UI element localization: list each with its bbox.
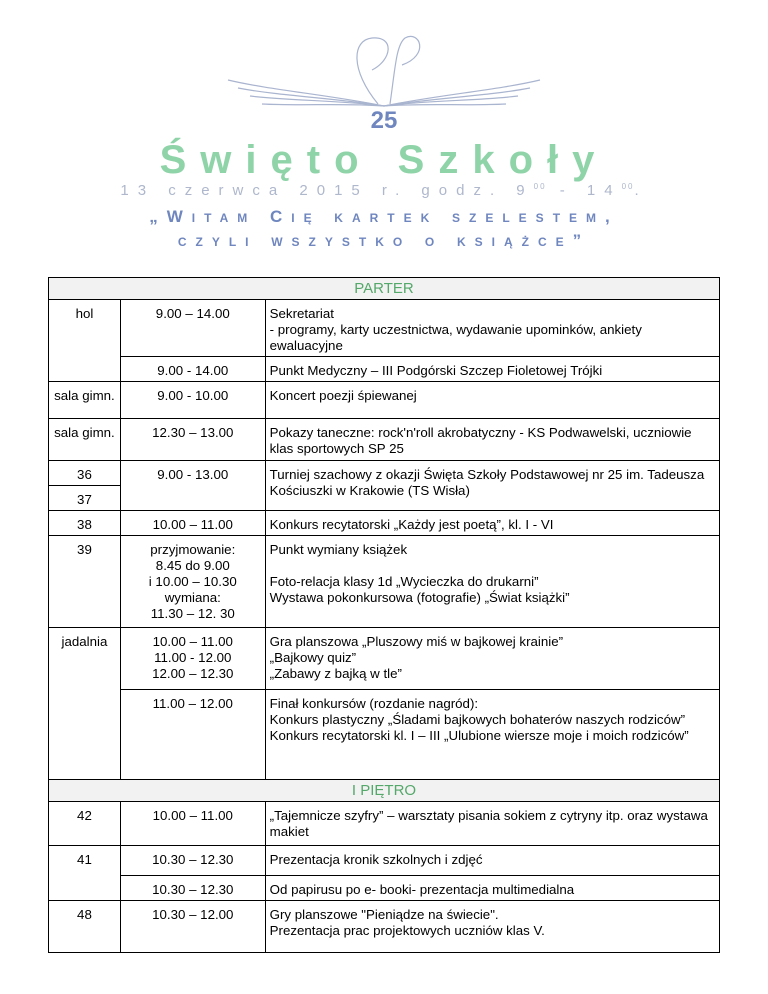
desc-line: „Zabawy z bajką w tle” bbox=[269, 666, 402, 681]
desc-line: Wystawa pokonkursowa (fotografie) „Świat książki” bbox=[269, 590, 570, 605]
date-sup1: 00 bbox=[533, 182, 547, 191]
date-mid: - 14 bbox=[546, 182, 622, 199]
room-cell: sala gimn. bbox=[49, 382, 121, 419]
time-line: przyjmowanie: bbox=[150, 542, 236, 557]
room-cell: 42 bbox=[49, 802, 121, 846]
time-cell: 10.30 – 12.30 bbox=[120, 876, 265, 901]
desc-line: Finał konkursów (rozdanie nagród): bbox=[269, 696, 479, 711]
table-row bbox=[49, 536, 720, 628]
room-cell: jadalnia bbox=[49, 628, 121, 780]
time-line: 11.30 – 12. 30 bbox=[150, 606, 235, 621]
time-line: 10.00 – 11.00 bbox=[152, 634, 233, 649]
logo-number-text: 25 bbox=[370, 107, 398, 134]
date-end: . bbox=[634, 182, 648, 199]
desc-line: - programy, karty uczestnictwa, wydawanie upominków, ankiety ewaluacyjne bbox=[269, 322, 642, 353]
room-cell: 48 bbox=[49, 901, 121, 953]
desc-cell: Od papirusu po e- booki- prezentacja multimedialna bbox=[265, 876, 719, 901]
table-row bbox=[49, 846, 720, 876]
desc-cell: Koncert poezji śpiewanej bbox=[265, 382, 719, 419]
desc-line bbox=[270, 558, 715, 574]
table-row bbox=[49, 382, 720, 419]
table-row bbox=[49, 690, 720, 780]
time-cell bbox=[120, 628, 265, 690]
logo-number bbox=[371, 107, 398, 134]
time-cell: 9.00 - 10.00 bbox=[120, 382, 265, 419]
time-cell: 9.00 – 14.00 bbox=[120, 300, 265, 357]
room-cell: 39 bbox=[49, 536, 121, 628]
time-cell: 10.00 – 11.00 bbox=[120, 802, 265, 846]
table-row bbox=[49, 628, 720, 690]
section-pietro: I PIĘTRO bbox=[49, 780, 720, 802]
event-date bbox=[0, 182, 768, 199]
room-cell: 36 bbox=[49, 461, 121, 486]
desc-line: Gry planszowe "Pieniądze na świecie". bbox=[269, 907, 499, 922]
table-row bbox=[49, 802, 720, 846]
time-cell: 10.30 – 12.00 bbox=[120, 901, 265, 953]
desc-line: „Bajkowy quiz” bbox=[269, 650, 357, 665]
time-line: 8.45 do 9.00 bbox=[155, 558, 230, 573]
table-row bbox=[49, 461, 720, 486]
time-cell: 9.00 - 13.00 bbox=[120, 461, 265, 511]
desc-line: Konkurs plastyczny „Śladami bajkowych bohaterów naszych rodziców” bbox=[269, 712, 685, 727]
time-cell bbox=[120, 536, 265, 628]
room-cell: 41 bbox=[49, 846, 121, 901]
table-row bbox=[49, 876, 720, 901]
desc-cell: Konkurs recytatorski „Każdy jest poetą”, kl. I - VI bbox=[265, 511, 719, 536]
time-line: 11.00 - 12.00 bbox=[154, 650, 232, 665]
time-cell: 11.00 – 12.00 bbox=[120, 690, 265, 780]
section-row bbox=[49, 780, 720, 802]
room-cell: 37 bbox=[49, 486, 121, 511]
desc-line: Prezentacja prac projektowych uczniów klas V. bbox=[269, 923, 545, 938]
room-cell: hol bbox=[49, 300, 121, 382]
desc-cell bbox=[265, 300, 719, 357]
desc-cell: Pokazy taneczne: rock'n'roll akrobatyczny - KS Podwawelski, uczniowie klas sportowych SP 25 bbox=[265, 419, 719, 461]
desc-cell: Turniej szachowy z okazji Święta Szkoły Podstawowej nr 25 im. Tadeusza Kościuszki w Krakowie (TS Wisła) bbox=[265, 461, 719, 511]
desc-cell bbox=[265, 690, 719, 780]
time-cell: 10.30 – 12.30 bbox=[120, 846, 265, 876]
desc-line: Punkt wymiany książek bbox=[269, 542, 408, 557]
motto bbox=[0, 205, 768, 253]
time-cell: 9.00 - 14.00 bbox=[120, 357, 265, 382]
desc-line: Sekretariat bbox=[269, 306, 334, 321]
time-line: 12.00 – 12.30 bbox=[152, 666, 234, 681]
section-row bbox=[49, 278, 720, 300]
table-row bbox=[49, 300, 720, 357]
time-line: wymiana: bbox=[164, 590, 221, 605]
room-cell: sala gimn. bbox=[49, 419, 121, 461]
desc-cell: Prezentacja kronik szkolnych i zdjęć bbox=[265, 846, 719, 876]
page-title: Święto Szkoły bbox=[159, 138, 609, 182]
table-row bbox=[49, 901, 720, 953]
time-line: i 10.00 – 10.30 bbox=[148, 574, 237, 589]
desc-line: Konkurs recytatorski kl. I – III „Ulubione wiersze moje i moich rodziców” bbox=[269, 728, 689, 743]
date-main: 13 czerwca 2015 r. godz. 9 bbox=[120, 182, 534, 199]
desc-cell bbox=[265, 901, 719, 953]
date-sup2: 00 bbox=[621, 182, 635, 191]
school-logo bbox=[0, 0, 768, 140]
desc-cell: Punkt Medyczny – III Podgórski Szczep Fioletowej Trójki bbox=[265, 357, 719, 382]
table-row bbox=[49, 357, 720, 382]
time-cell: 12.30 – 13.00 bbox=[120, 419, 265, 461]
desc-line: Gra planszowa „Pluszowy miś w bajkowej krainie” bbox=[269, 634, 564, 649]
desc-line: Foto-relacja klasy 1d „Wycieczka do drukarni” bbox=[269, 574, 539, 589]
table-row bbox=[49, 511, 720, 536]
desc-cell bbox=[265, 628, 719, 690]
section-parter: PARTER bbox=[49, 278, 720, 300]
desc-cell: „Tajemnicze szyfry” – warsztaty pisania sokiem z cytryny itp. oraz wystawa makiet bbox=[265, 802, 719, 846]
schedule-table bbox=[48, 277, 720, 953]
motto-line-2: czyli wszystko o książce” bbox=[177, 231, 591, 250]
motto-line-1: „Witam Cię kartek szelestem, bbox=[149, 207, 619, 226]
time-cell: 10.00 – 11.00 bbox=[120, 511, 265, 536]
room-cell: 38 bbox=[49, 511, 121, 536]
desc-cell bbox=[265, 536, 719, 628]
table-row bbox=[49, 419, 720, 461]
